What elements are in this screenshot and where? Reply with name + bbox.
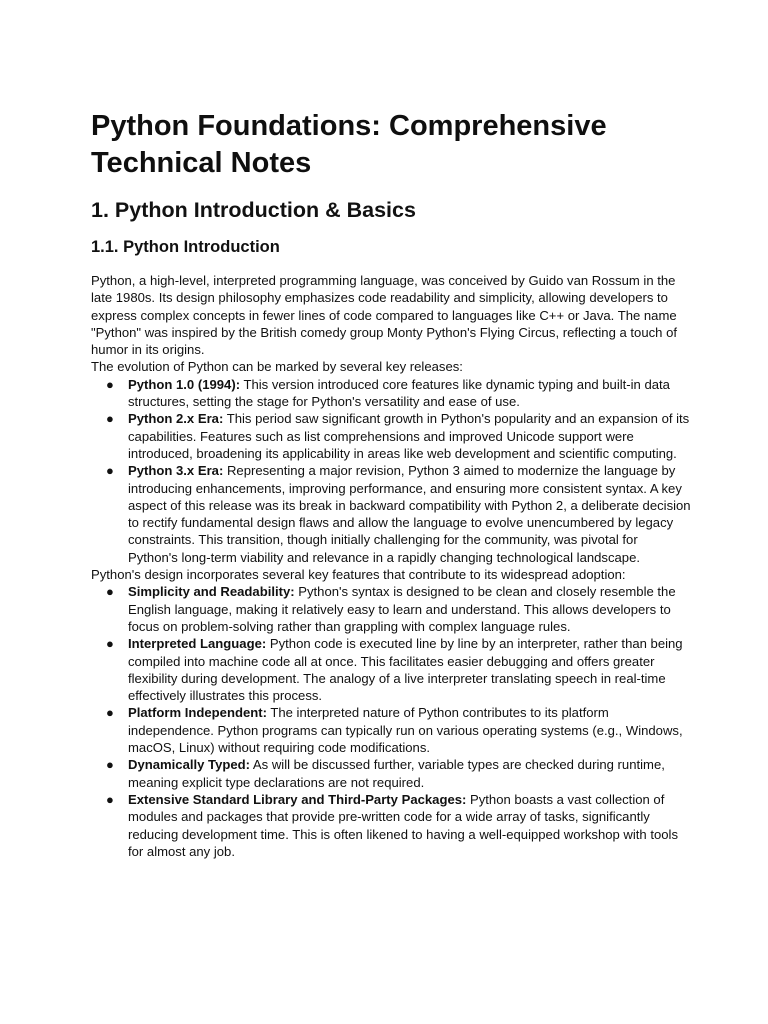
- bullet-icon: ●: [106, 705, 114, 721]
- feature-term: Simplicity and Readability:: [128, 584, 295, 600]
- release-text: This version introduced core features like dynamic typing and built-in data structures, setting the stage for Python's versatility and ease of use.: [128, 376, 670, 410]
- features-intro-paragraph: Python's design incorporates several key features that contribute to its widespread adoption:: [91, 567, 626, 583]
- release-text: This period saw significant growth in Python's popularity and an expansion of its capabilities. Features such as list comprehensions and improved Unicode support were introduced, broadening its applicability in areas like web development and scientific computing.: [128, 411, 690, 461]
- feature-term: Extensive Standard Library and Third-Party Packages:: [128, 791, 467, 807]
- list-item-feature: [106, 756, 691, 791]
- feature-term: Platform Independent:: [128, 705, 267, 721]
- list-item-release: [106, 410, 691, 462]
- evolution-intro-paragraph: The evolution of Python can be marked by several key releases:: [91, 359, 463, 375]
- release-term: Python 3.x Era:: [128, 463, 224, 479]
- bullet-icon: ●: [106, 791, 114, 807]
- list-item-feature: [106, 635, 691, 704]
- document-title: Python Foundations: Comprehensive Technical Notes: [91, 110, 607, 179]
- feature-text: Python code is executed line by line by an interpreter, rather than being compiled into machine code all at once. This facilitates easier debugging and offers greater flexibility during development. The analogy of a live interpreter translating speech in real-time effectively illustrates this process.: [128, 636, 683, 704]
- document-page: [91, 108, 691, 860]
- release-term: Python 2.x Era:: [128, 411, 224, 427]
- list-item-feature: [106, 583, 691, 635]
- list-item-release: [106, 376, 691, 411]
- bullet-icon: ●: [106, 636, 114, 652]
- bullet-icon: ●: [106, 584, 114, 600]
- intro-paragraph: Python, a high-level, interpreted programming language, was conceived by Guido van Rossum in the late 1980s. Its design philosophy emphasizes code readability and simplicity, allowing developers to express complex concepts in fewer lines of code compared to languages like C++ or Java. The name "Python" was inspired by the British comedy group Monty Python's Flying Circus, reflecting a touch of humor in its origins.: [91, 273, 678, 358]
- bullet-icon: ●: [106, 757, 114, 773]
- bullet-icon: ●: [106, 376, 114, 392]
- feature-text: Python boasts a vast collection of modules and packages that provide pre-written code for a wide array of tasks, significantly reducing development time. This is often likened to having a well-equipped workshop with tools for almost any job.: [128, 791, 679, 859]
- features-list: [91, 583, 691, 860]
- feature-text: The interpreted nature of Python contributes to its platform independence. Python programs can typically run on various operating systems (e.g., Windows, macOS, Linux) without requiring code modifications.: [128, 705, 683, 756]
- list-item-feature: [106, 791, 691, 860]
- feature-term: Interpreted Language:: [128, 636, 267, 652]
- section-heading-python-intro-basics: 1. Python Introduction & Basics: [91, 198, 416, 222]
- releases-list: [91, 376, 691, 566]
- release-text: Representing a major revision, Python 3 aimed to modernize the language by introducing enhancements, improving performance, and ensuring more consistent syntax. A key aspect of this release was its break in backward compatibility with Python 2, a deliberate decision to rectify fundamental design flaws and allow the language to evolve unencumbered by legacy constraints. This transition, though initially challenging for the community, was pivotal for Python's long-term viability and relevance in a rapidly changing technological landscape.: [128, 463, 691, 565]
- list-item-feature: [106, 704, 691, 756]
- feature-term: Dynamically Typed:: [128, 757, 251, 773]
- subsection-heading-python-introduction: 1.1. Python Introduction: [91, 238, 280, 256]
- list-item-release: [106, 462, 691, 566]
- bullet-icon: ●: [106, 411, 114, 427]
- feature-text: Python's syntax is designed to be clean and closely resemble the English language, making it relatively easy to learn and understand. This allows developers to focus on problem-solving rather than grappling with complex language rules.: [128, 584, 676, 634]
- feature-text: As will be discussed further, variable types are checked during runtime, meaning explicit type declarations are not required.: [128, 757, 665, 790]
- release-term: Python 1.0 (1994):: [128, 376, 241, 392]
- bullet-icon: ●: [106, 463, 114, 479]
